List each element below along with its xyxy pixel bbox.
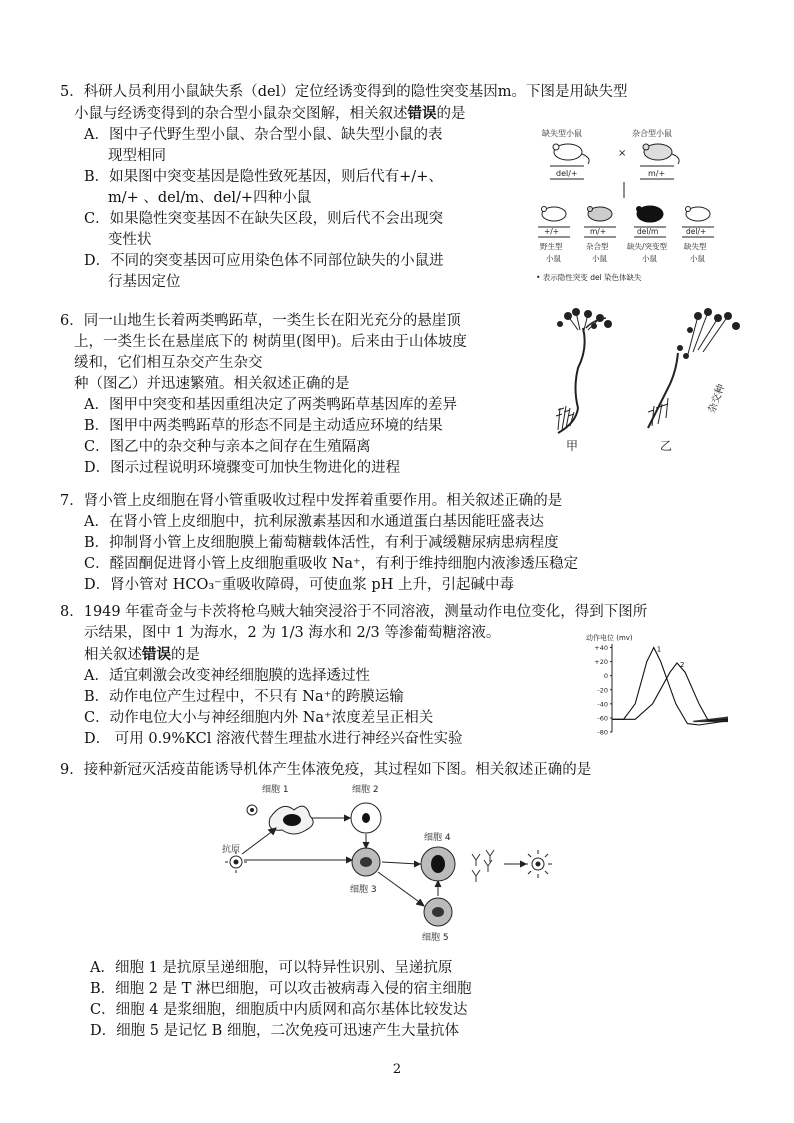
parent-het-label: 杂合型小鼠 <box>632 129 672 138</box>
q8-option-d: D． 可用 0.9%KCl 溶液代替生理盐水进行神经兴奋性实验 <box>84 731 463 747</box>
q6-option-c: C．图乙中的杂交种与亲本之间存在生殖隔离 <box>84 439 371 455</box>
fig-label-yi: 乙 <box>660 439 673 453</box>
cell-1-nucleus <box>283 814 301 826</box>
series-1-label: 1 <box>656 645 662 654</box>
parent-del-label: 缺失型小鼠 <box>542 129 582 138</box>
q9-option-c: C．细胞 4 是浆细胞，细胞质中内质网和高尔基体比较发达 <box>90 1002 468 1018</box>
y-tick-label: +40 <box>594 644 608 653</box>
antigen-small-icon <box>247 805 257 815</box>
series-1-line <box>612 645 728 726</box>
child-mouse-het <box>588 207 613 222</box>
q5-option-a: A．图中子代野生型小鼠、杂合型小鼠、缺失型小鼠的表 现型相同 <box>84 127 443 164</box>
q8-emphasis-wrong: 错误 <box>142 646 171 663</box>
q5-option-c: C．如果隐性突变基因不在缺失区段，则后代不会出现突 变性状 <box>84 211 444 248</box>
svg-text:小鼠: 小鼠 <box>690 254 705 263</box>
q7-option-a: A．在肾小管上皮细胞中，抗利尿激素基因和水通道蛋白基因能旺盛表达 <box>84 514 544 530</box>
cell-4-label: 细胞 4 <box>424 833 451 843</box>
q8-stem-line-2: 示结果，图中 1 为海水，2 为 1/3 海水和 2/3 等渗葡萄糖溶液。 <box>84 625 501 641</box>
q8-stem-line-3: 相关叙述错误的是 <box>84 646 200 663</box>
q9-stem: 9．接种新冠灭活疫苗能诱导机体产生体液免疫，其过程如下图。相关叙述正确的是 <box>60 762 592 778</box>
question-6 <box>60 311 467 479</box>
q9-immune-diagram <box>222 780 562 945</box>
svg-text:del/m: del/m <box>637 227 659 236</box>
cell-3-label: 细胞 3 <box>350 885 377 895</box>
svg-text:小鼠: 小鼠 <box>546 254 561 263</box>
cell-1-label: 细胞 1 <box>262 785 289 795</box>
svg-text:小鼠: 小鼠 <box>642 254 657 263</box>
q5-emphasis-wrong: 错误 <box>407 105 437 122</box>
q5-stem-line-2: 小鼠与经诱变得到的杂合型小鼠杂交图解，相关叙述错误的是 <box>74 105 466 122</box>
svg-text:m/+: m/+ <box>590 227 607 236</box>
parent-mouse-del <box>553 144 589 164</box>
svg-text:del/+: del/+ <box>686 227 707 236</box>
question-9 <box>60 760 591 781</box>
question-7 <box>60 491 578 596</box>
svg-text:缺失/突变型: 缺失/突变型 <box>627 242 668 251</box>
cross-legend: • 表示隐性突变 del 染色体缺失 <box>536 273 642 282</box>
q7-option-c: C．醛固酮促进肾小管上皮细胞重吸收 Na⁺，有利于维持细胞内液渗透压稳定 <box>84 556 579 572</box>
antibody-icons <box>472 850 494 882</box>
q5-stem-line-1: 5．科研人员利用小鼠缺失系（del）定位经诱变得到的隐性突变基因m。下图是用缺失型 <box>60 84 628 100</box>
svg-text:小鼠: 小鼠 <box>592 254 607 263</box>
svg-text:+/+: +/+ <box>544 227 560 236</box>
q5-option-d: D．不同的突变基因可应用染色体不同部位缺失的小鼠进 行基因定位 <box>84 253 444 290</box>
y-tick-label: -80 <box>597 728 608 737</box>
q7-option-b: B．抑制肾小管上皮细胞膜上葡萄糖载体活性，有利于减缓糖尿病患病程度 <box>84 535 559 551</box>
chart-title: 动作电位 (mv) <box>586 634 633 642</box>
q8-stem-line-1: 8．1949 年霍奇金与卡茨将枪乌贼大轴突浸浴于不同溶液，测量动作电位变化，得到下图所 <box>60 604 648 620</box>
page-number: 2 <box>392 1062 402 1077</box>
q6-stem-line-3: 缓和，它们相互杂交产生杂交 <box>74 355 263 371</box>
q7-option-d: D．肾小管对 HCO₃⁻重吸收障碍，可使血浆 pH 上升，引起碱中毒 <box>84 577 514 593</box>
y-tick-label: -60 <box>597 714 608 723</box>
q6-cliff-diagram <box>548 308 748 458</box>
plants-top-jia <box>557 308 612 330</box>
action-potential-chart <box>582 632 732 737</box>
q6-stem-line-4: 种（图乙）并迅速繁殖。相关叙述正确的是 <box>74 376 350 392</box>
plants-bottom-jia <box>556 406 574 430</box>
q5-option-b: B．如果图中突变基因是隐性致死基因，则后代有+/+、 m/+ 、del/m、del/+四种小鼠 <box>84 169 443 206</box>
q6-option-b: B．图甲中两类鸭跖草的形态不同是主动适应环境的结果 <box>84 418 443 434</box>
q6-option-d: D．图示过程说明环境骤变可加快生物进化的进程 <box>84 460 401 476</box>
question-9-options <box>60 958 472 1042</box>
fig-label-jia: 甲 <box>566 439 579 453</box>
child-mouse-del <box>686 207 711 222</box>
q5-cross-diagram <box>528 124 728 289</box>
series-2-label: 2 <box>679 661 685 670</box>
svg-text:缺失型: 缺失型 <box>684 242 707 251</box>
cell-5-label: 细胞 5 <box>422 933 449 943</box>
question-8 <box>60 602 647 750</box>
svg-text:del/+: del/+ <box>556 169 578 178</box>
antigen-label: 抗原 <box>222 845 241 855</box>
y-tick-label: +20 <box>594 658 608 667</box>
y-tick-label: -40 <box>597 700 608 709</box>
q6-stem-line-2: 上，一类生长在悬崖底下的 树荫里(图甲)。后来由于山体坡度 <box>74 334 467 350</box>
svg-text:杂合型: 杂合型 <box>586 242 609 251</box>
q8-option-a: A．适宜刺激会改变神经细胞膜的选择透过性 <box>84 668 370 684</box>
child-mouse-mutant <box>636 206 663 222</box>
plants-top-yi <box>677 308 740 359</box>
q8-option-b: B．动作电位产生过程中，不只有 Na⁺的跨膜运输 <box>84 689 404 705</box>
q8-option-c: C．动作电位大小与神经细胞内外 Na⁺浓度差呈正相关 <box>84 710 434 726</box>
q9-option-d: D．细胞 5 是记忆 B 细胞，二次免疫可迅速产生大量抗体 <box>90 1023 459 1039</box>
child-mouse-wildtype <box>542 207 567 222</box>
q6-stem-line-1: 6．同一山地生长着两类鸭跖草，一类生长在阳光充分的悬崖顶 <box>60 313 461 329</box>
y-tick-label: -20 <box>597 686 608 695</box>
antigen-antibody-complex-icon <box>524 850 552 878</box>
svg-text:野生型: 野生型 <box>540 242 563 251</box>
cliff-jia <box>558 328 585 433</box>
cross-symbol: × <box>618 148 627 159</box>
svg-text:m/+: m/+ <box>648 169 666 178</box>
q7-stem: 7．肾小管上皮细胞在肾小管重吸收过程中发挥着重要作用。相关叙述正确的是 <box>60 493 563 509</box>
q6-option-a: A．图甲中突变和基因重组决定了两类鸭跖草基因库的差异 <box>84 397 457 413</box>
cell-2-label: 细胞 2 <box>352 785 379 795</box>
y-tick-label: 0 <box>603 672 608 681</box>
hybrid-label: 杂交种 <box>706 382 728 415</box>
q9-option-b: B．细胞 2 是 T 淋巴细胞，可以攻击被病毒入侵的宿主细胞 <box>90 981 472 997</box>
q9-option-a: A．细胞 1 是抗原呈递细胞，可以特异性识别、呈递抗原 <box>90 960 453 976</box>
parent-mouse-het <box>643 144 679 164</box>
